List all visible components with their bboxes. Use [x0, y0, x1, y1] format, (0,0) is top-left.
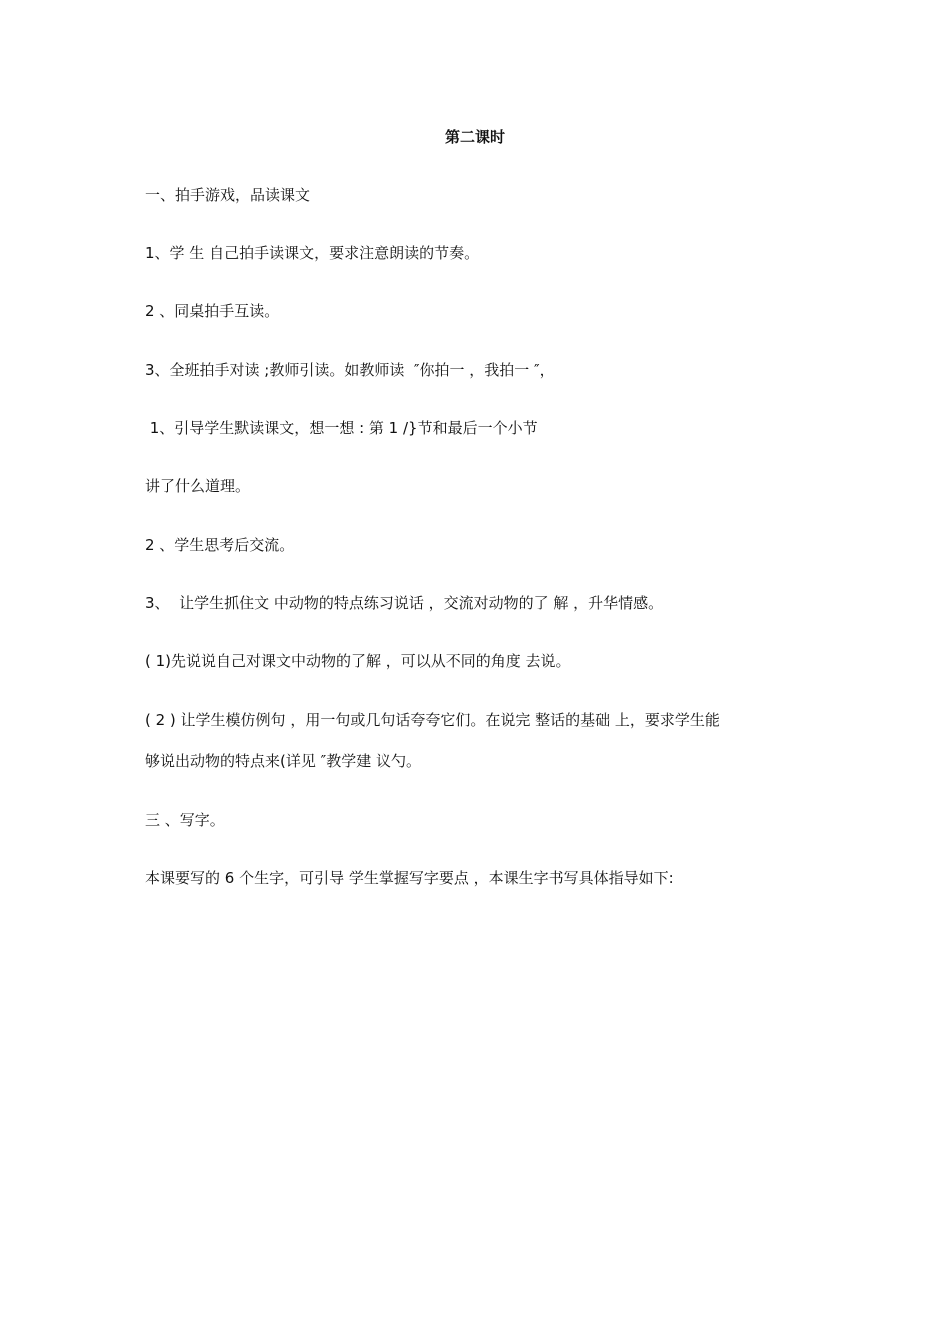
paragraph-writing: 本课要写的 6 个生字，可引导 学生掌握写字要点 ，本课生字书写具体指导如下: [145, 869, 674, 887]
paragraph-guide-2: 2 、学生思考后交流。 [145, 536, 295, 554]
section-heading-three: 三 、写字。 [145, 811, 225, 829]
paragraph-guide-3: 3、 让学生抓住文 中动物的特点练习说话 ，交流对动物的了 解 ，升华情感。 [145, 594, 664, 612]
lesson-title: 第二课时 [444, 128, 505, 146]
paragraph-guide-1: 1、引导学生默读课文，想一想 : 第 1 /}节和最后一个小节 [145, 419, 538, 437]
section-heading-one: 一、拍手游戏，品读课文 [145, 186, 311, 204]
paragraph-sub-2: ( 2 ) 让学生模仿例句 ，用一句或几句话夸夸它们。在说完 整话的基础 上，要求学生能 [145, 711, 720, 729]
paragraph-step-2: 2 、同桌拍手互读。 [145, 302, 280, 320]
paragraph-sub-1: ( 1)先说说自己对课文中动物的了解 ，可以从不同的角度 去说。 [145, 652, 571, 670]
paragraph-guide-1-cont: 讲了什么道理。 [145, 477, 251, 495]
paragraph-sub-2-cont: 够说出动物的特点来(详见 ″教学建 议勺。 [145, 752, 421, 770]
paragraph-step-1: 1、学 生 自己拍手读课文，要求注意朗读的节奏。 [145, 244, 480, 262]
paragraph-step-3: 3、全班拍手对读 ;教师引读。如教师读 ″你拍一 ，我拍一 ″， [145, 361, 555, 379]
